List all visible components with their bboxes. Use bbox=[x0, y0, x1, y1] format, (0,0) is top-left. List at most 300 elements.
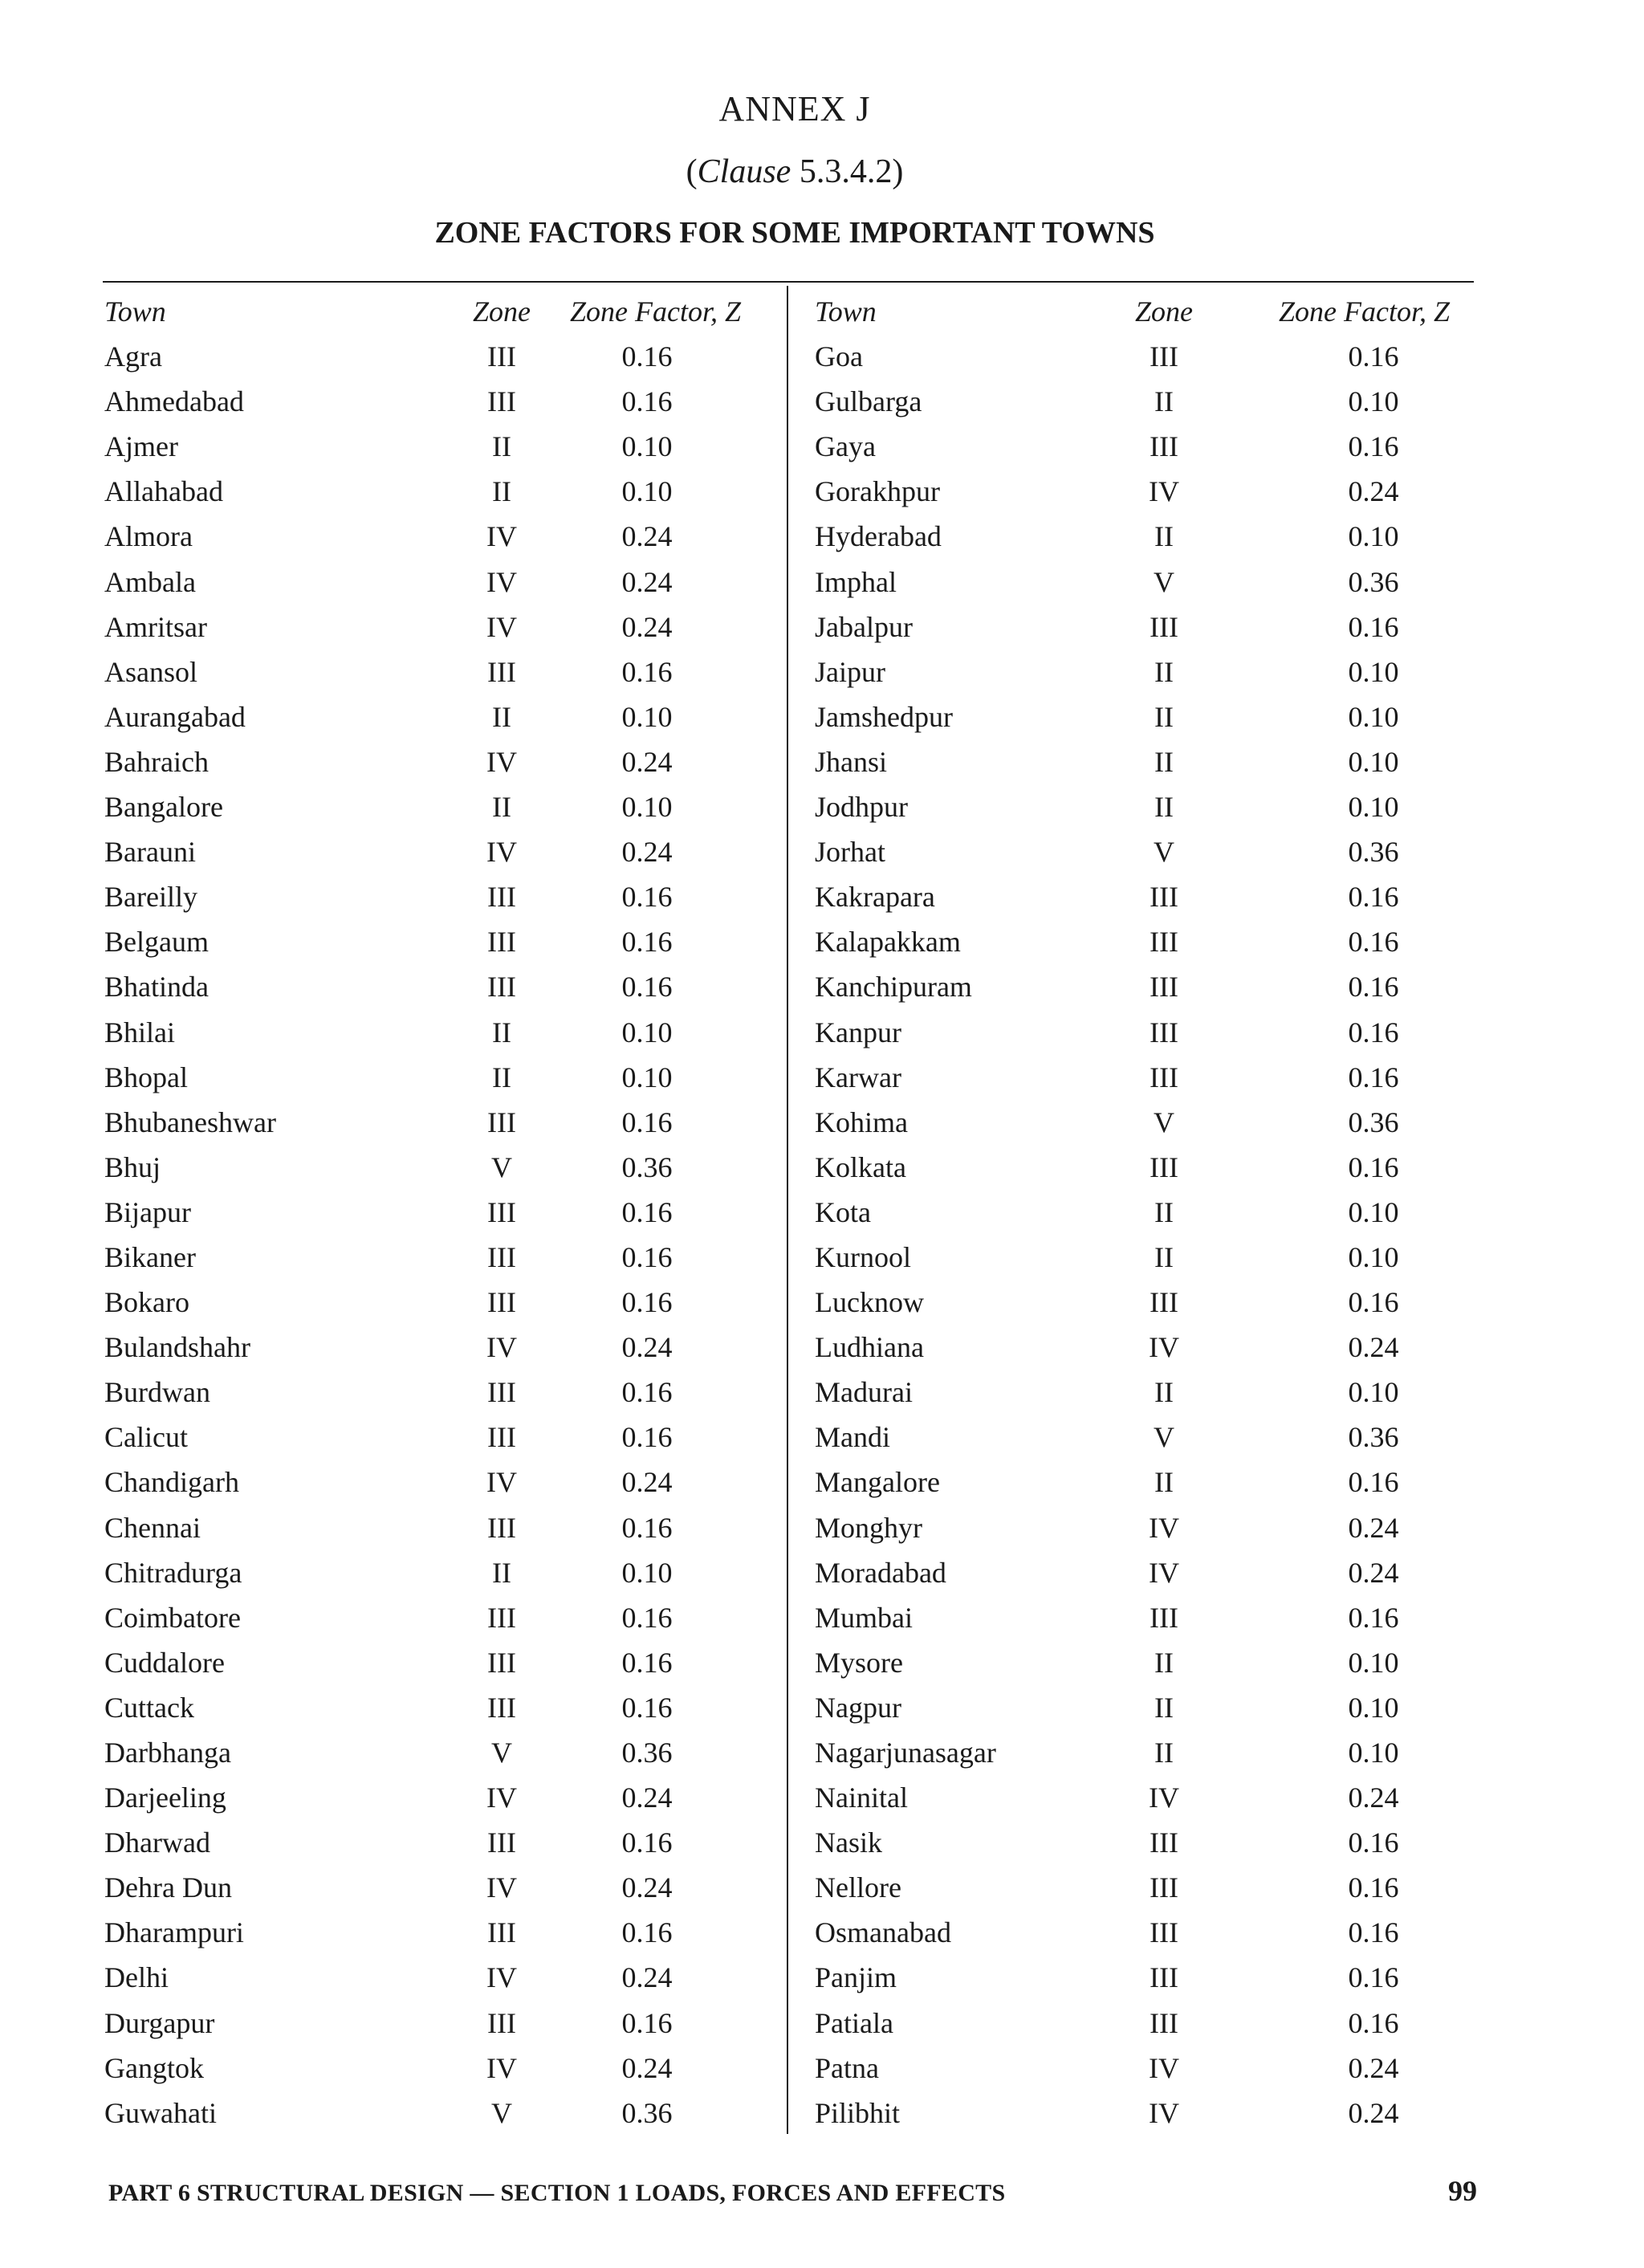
table-row bbox=[815, 1640, 1481, 1685]
table-row bbox=[104, 829, 787, 874]
zone-cell: V bbox=[491, 2096, 512, 2129]
town-cell: Kohima bbox=[815, 1105, 908, 1138]
town-cell: Calicut bbox=[104, 1421, 188, 1454]
zone-cell: III bbox=[487, 1195, 516, 1228]
table-row bbox=[104, 1910, 787, 1955]
table-row bbox=[104, 694, 787, 739]
zone-cell: II bbox=[492, 1556, 511, 1589]
table-row bbox=[815, 1595, 1481, 1640]
table-row bbox=[815, 1730, 1481, 1775]
table-row bbox=[815, 1910, 1481, 1955]
zone-factor-cell: 0.16 bbox=[1348, 1286, 1399, 1319]
town-cell: Bokaro bbox=[104, 1286, 189, 1319]
zone-factor-cell: 0.10 bbox=[1348, 1691, 1399, 1724]
table-header-row bbox=[104, 289, 787, 334]
town-cell: Mangalore bbox=[815, 1466, 940, 1499]
town-cell: Bhuj bbox=[104, 1150, 161, 1183]
table-row bbox=[815, 1100, 1481, 1145]
zone-cell: III bbox=[487, 1376, 516, 1409]
zone-cell: III bbox=[487, 2006, 516, 2039]
zone-factor-cell: 0.16 bbox=[621, 1376, 673, 1409]
zone-factor-cell: 0.24 bbox=[621, 2051, 673, 2084]
zone-cell: II bbox=[1154, 1195, 1174, 1228]
table-row bbox=[815, 1820, 1481, 1865]
zone-cell: II bbox=[1154, 1691, 1174, 1724]
town-cell: Delhi bbox=[104, 1961, 169, 1994]
zone-factor-cell: 0.24 bbox=[621, 610, 673, 643]
town-cell: Bareilly bbox=[104, 881, 197, 914]
zone-cell: III bbox=[1150, 1150, 1178, 1183]
zone-factor-cell: 0.16 bbox=[621, 1105, 673, 1138]
town-cell: Nagarjunasagar bbox=[815, 1737, 996, 1769]
town-cell: Dharampuri bbox=[104, 1916, 244, 1949]
town-cell: Bahraich bbox=[104, 745, 209, 778]
town-cell: Moradabad bbox=[815, 1556, 946, 1589]
town-cell: Aurangabad bbox=[104, 700, 246, 733]
table-row bbox=[104, 784, 787, 829]
town-cell: Chennai bbox=[104, 1511, 201, 1544]
zone-factor-cell: 0.16 bbox=[621, 655, 673, 688]
zone-factor-cell: 0.24 bbox=[1348, 2051, 1399, 2084]
zone-cell: IV bbox=[1149, 2051, 1179, 2084]
table-row bbox=[815, 1145, 1481, 1190]
zone-factor-cell: 0.10 bbox=[621, 475, 673, 508]
clause-label: Clause bbox=[697, 153, 791, 190]
table-row bbox=[104, 1865, 787, 1910]
table-row bbox=[104, 1595, 787, 1640]
zone-factor-cell: 0.24 bbox=[621, 745, 673, 778]
town-cell: Jabalpur bbox=[815, 610, 913, 643]
town-cell: Chandigarh bbox=[104, 1466, 239, 1499]
zone-factor-cell: 0.24 bbox=[621, 836, 673, 869]
table-row bbox=[815, 739, 1481, 784]
zone-cell: III bbox=[1150, 971, 1178, 1004]
table-row bbox=[104, 1505, 787, 1550]
zone-cell: II bbox=[492, 430, 511, 463]
town-cell: Kanpur bbox=[815, 1016, 901, 1048]
zone-factor-cell: 0.16 bbox=[1348, 340, 1399, 373]
zone-cell: II bbox=[1154, 1376, 1174, 1409]
town-cell: Darjeeling bbox=[104, 1781, 226, 1814]
zone-cell: IV bbox=[486, 1331, 517, 1364]
right-table-column bbox=[815, 289, 1481, 2136]
zone-cell: III bbox=[1150, 340, 1178, 373]
zone-factor-cell: 0.24 bbox=[621, 565, 673, 598]
table-row bbox=[104, 605, 787, 649]
zone-cell: III bbox=[487, 1916, 516, 1949]
zone-cell: IV bbox=[1149, 475, 1179, 508]
table-row bbox=[104, 1145, 787, 1190]
town-cell: Kalapakkam bbox=[815, 926, 961, 959]
zone-cell: III bbox=[487, 1240, 516, 1273]
zone-factor-cell: 0.16 bbox=[621, 385, 673, 418]
table-row bbox=[815, 1325, 1481, 1370]
town-cell: Cuttack bbox=[104, 1691, 194, 1724]
zone-factor-cell: 0.16 bbox=[621, 1916, 673, 1949]
zone-factor-cell: 0.36 bbox=[1348, 1421, 1399, 1454]
zone-factor-cell: 0.16 bbox=[621, 971, 673, 1004]
zone-cell: III bbox=[487, 340, 516, 373]
zone-factor-cell: 0.16 bbox=[1348, 971, 1399, 1004]
zone-cell: II bbox=[1154, 1737, 1174, 1769]
town-cell: Goa bbox=[815, 340, 863, 373]
zone-factor-cell: 0.10 bbox=[621, 1061, 673, 1093]
zone-factor-cell: 0.24 bbox=[1348, 2096, 1399, 2129]
town-cell: Mysore bbox=[815, 1646, 903, 1679]
town-cell: Gaya bbox=[815, 430, 876, 463]
zone-factor-cell: 0.10 bbox=[1348, 1240, 1399, 1273]
zone-cell: IV bbox=[486, 745, 517, 778]
table-row bbox=[104, 649, 787, 694]
town-cell: Jaipur bbox=[815, 655, 885, 688]
zone-factor-cell: 0.16 bbox=[1348, 881, 1399, 914]
zone-factor-cell: 0.36 bbox=[621, 1150, 673, 1183]
zone-factor-cell: 0.24 bbox=[621, 1871, 673, 1904]
zone-cell: II bbox=[1154, 1646, 1174, 1679]
table-row bbox=[104, 1280, 787, 1325]
zone-cell: V bbox=[1154, 836, 1174, 869]
table-row bbox=[104, 424, 787, 469]
town-cell: Mumbai bbox=[815, 1601, 913, 1634]
zone-cell: III bbox=[1150, 1961, 1178, 1994]
zone-factor-cell: 0.24 bbox=[621, 1331, 673, 1364]
table-row bbox=[104, 739, 787, 784]
zone-factor-cell: 0.16 bbox=[1348, 2006, 1399, 2039]
town-cell: Mandi bbox=[815, 1421, 890, 1454]
table-row bbox=[815, 605, 1481, 649]
town-cell: Pilibhit bbox=[815, 2096, 901, 2129]
zone-cell: IV bbox=[1149, 2096, 1179, 2129]
town-cell: Osmanabad bbox=[815, 1916, 951, 1949]
table-row bbox=[815, 514, 1481, 559]
zone-cell: III bbox=[487, 1691, 516, 1724]
zone-cell: III bbox=[1150, 2006, 1178, 2039]
zone-cell: II bbox=[1154, 700, 1174, 733]
zone-cell: V bbox=[1154, 1105, 1174, 1138]
town-cell: Dehra Dun bbox=[104, 1871, 232, 1904]
zone-cell: II bbox=[492, 700, 511, 733]
town-cell: Guwahati bbox=[104, 2096, 217, 2129]
town-cell: Ludhiana bbox=[815, 1331, 924, 1364]
town-cell: Jhansi bbox=[815, 745, 887, 778]
zone-cell: IV bbox=[1149, 1331, 1179, 1364]
town-cell: Bikaner bbox=[104, 1240, 196, 1273]
table-row bbox=[815, 1415, 1481, 1460]
table-row bbox=[104, 469, 787, 514]
zone-factor-cell: 0.16 bbox=[1348, 1061, 1399, 1093]
table-row bbox=[815, 1370, 1481, 1415]
zone-cell: II bbox=[1154, 791, 1174, 824]
zone-cell: II bbox=[492, 1061, 511, 1093]
zone-factor-cell: 0.10 bbox=[1348, 791, 1399, 824]
table-row bbox=[815, 784, 1481, 829]
zone-factor-cell: 0.24 bbox=[1348, 1556, 1399, 1589]
zone-cell: II bbox=[1154, 385, 1174, 418]
table-row bbox=[104, 1685, 787, 1730]
zone-cell: IV bbox=[1149, 1556, 1179, 1589]
zone-factor-cell: 0.16 bbox=[1348, 1150, 1399, 1183]
header-town: Town bbox=[104, 295, 166, 328]
town-cell: Burdwan bbox=[104, 1376, 210, 1409]
town-cell: Panjim bbox=[815, 1961, 897, 1994]
zone-cell: II bbox=[492, 791, 511, 824]
zone-factor-cell: 0.16 bbox=[1348, 430, 1399, 463]
town-cell: Karwar bbox=[815, 1061, 901, 1093]
table-row bbox=[104, 560, 787, 605]
zone-factor-cell: 0.16 bbox=[1348, 1601, 1399, 1634]
zone-factor-cell: 0.16 bbox=[1348, 926, 1399, 959]
table-row bbox=[815, 469, 1481, 514]
table-row bbox=[815, 874, 1481, 919]
town-cell: Ajmer bbox=[104, 430, 178, 463]
table-row bbox=[815, 1460, 1481, 1505]
town-cell: Asansol bbox=[104, 655, 197, 688]
town-cell: Bijapur bbox=[104, 1195, 191, 1228]
table-row bbox=[104, 1775, 787, 1820]
zone-cell: II bbox=[1154, 745, 1174, 778]
table-row bbox=[104, 964, 787, 1009]
zone-factor-cell: 0.16 bbox=[621, 1240, 673, 1273]
town-cell: Chitradurga bbox=[104, 1556, 242, 1589]
zone-factor-cell: 0.16 bbox=[1348, 1826, 1399, 1859]
table-row bbox=[104, 1955, 787, 2000]
table-row bbox=[104, 874, 787, 919]
table-header-row bbox=[815, 289, 1481, 334]
zone-cell: III bbox=[487, 385, 516, 418]
town-cell: Cuddalore bbox=[104, 1646, 225, 1679]
town-cell: Gorakhpur bbox=[815, 475, 940, 508]
zone-factor-cell: 0.36 bbox=[621, 1737, 673, 1769]
town-cell: Ahmedabad bbox=[104, 385, 244, 418]
town-cell: Kolkata bbox=[815, 1150, 906, 1183]
table-top-rule bbox=[103, 281, 1474, 283]
zone-factor-cell: 0.10 bbox=[621, 700, 673, 733]
zone-factor-cell: 0.10 bbox=[1348, 385, 1399, 418]
zone-cell: III bbox=[1150, 610, 1178, 643]
town-cell: Nasik bbox=[815, 1826, 882, 1859]
page-number: 99 bbox=[1448, 2175, 1477, 2207]
zone-factor-cell: 0.16 bbox=[1348, 1916, 1399, 1949]
zone-factor-cell: 0.16 bbox=[621, 881, 673, 914]
zone-factor-cell: 0.16 bbox=[621, 1691, 673, 1724]
table-row bbox=[815, 919, 1481, 964]
table-row bbox=[104, 1415, 787, 1460]
zone-cell: III bbox=[1150, 430, 1178, 463]
town-cell: Dharwad bbox=[104, 1826, 210, 1859]
table-row bbox=[815, 1055, 1481, 1100]
annex-title: ANNEX J bbox=[718, 89, 871, 128]
zone-factor-cell: 0.16 bbox=[621, 1286, 673, 1319]
zone-cell: III bbox=[1150, 926, 1178, 959]
town-cell: Kakrapara bbox=[815, 881, 935, 914]
town-cell: Hyderabad bbox=[815, 520, 942, 553]
zone-cell: III bbox=[1150, 1286, 1178, 1319]
zone-cell: III bbox=[1150, 1871, 1178, 1904]
table-row bbox=[815, 1280, 1481, 1325]
table-row bbox=[815, 379, 1481, 424]
town-cell: Patna bbox=[815, 2051, 879, 2084]
zone-factor-cell: 0.16 bbox=[621, 340, 673, 373]
zone-cell: III bbox=[487, 1105, 516, 1138]
zone-factor-cell: 0.10 bbox=[1348, 700, 1399, 733]
zone-factor-cell: 0.10 bbox=[621, 1556, 673, 1589]
table-row bbox=[815, 1235, 1481, 1280]
zone-cell: V bbox=[1154, 1421, 1174, 1454]
zone-factor-cell: 0.10 bbox=[1348, 655, 1399, 688]
table-row bbox=[104, 1235, 787, 1280]
table-row bbox=[104, 334, 787, 379]
town-cell: Lucknow bbox=[815, 1286, 924, 1319]
table-row bbox=[104, 1010, 787, 1055]
table-row bbox=[815, 1955, 1481, 2000]
zone-factor-cell: 0.24 bbox=[621, 520, 673, 553]
zone-factor-cell: 0.10 bbox=[1348, 1376, 1399, 1409]
table-row bbox=[815, 964, 1481, 1009]
zone-cell: II bbox=[1154, 655, 1174, 688]
town-cell: Kurnool bbox=[815, 1240, 911, 1273]
table-row bbox=[104, 919, 787, 964]
zone-cell: IV bbox=[486, 1466, 517, 1499]
zone-cell: III bbox=[487, 1601, 516, 1634]
town-cell: Coimbatore bbox=[104, 1601, 241, 1634]
zone-factor-cell: 0.16 bbox=[1348, 1016, 1399, 1048]
town-cell: Gulbarga bbox=[815, 385, 922, 418]
zone-factor-cell: 0.16 bbox=[621, 1195, 673, 1228]
zone-cell: II bbox=[492, 1016, 511, 1048]
zone-cell: II bbox=[1154, 1240, 1174, 1273]
zone-factor-cell: 0.10 bbox=[1348, 1737, 1399, 1769]
zone-factor-cell: 0.36 bbox=[1348, 1105, 1399, 1138]
zone-cell: II bbox=[1154, 520, 1174, 553]
table-row bbox=[815, 649, 1481, 694]
zone-factor-cell: 0.24 bbox=[621, 1961, 673, 1994]
town-cell: Patiala bbox=[815, 2006, 893, 2039]
table-row bbox=[815, 1010, 1481, 1055]
town-cell: Agra bbox=[104, 340, 162, 373]
town-cell: Madurai bbox=[815, 1376, 913, 1409]
town-cell: Belgaum bbox=[104, 926, 209, 959]
zone-cell: III bbox=[487, 655, 516, 688]
table-row bbox=[815, 424, 1481, 469]
right-table-body bbox=[815, 334, 1481, 2136]
zone-cell: IV bbox=[486, 520, 517, 553]
zone-cell: III bbox=[1150, 1061, 1178, 1093]
table-row bbox=[815, 1685, 1481, 1730]
table-row bbox=[104, 1550, 787, 1595]
zone-factor-cell: 0.16 bbox=[621, 1601, 673, 1634]
table-row bbox=[815, 694, 1481, 739]
town-cell: Bhatinda bbox=[104, 971, 209, 1004]
zone-factor-cell: 0.16 bbox=[621, 926, 673, 959]
table-row bbox=[815, 334, 1481, 379]
town-cell: Gangtok bbox=[104, 2051, 204, 2084]
table-row bbox=[815, 1775, 1481, 1820]
town-cell: Nellore bbox=[815, 1871, 901, 1904]
zone-cell: IV bbox=[1149, 1511, 1179, 1544]
table-row bbox=[815, 1190, 1481, 1235]
town-cell: Kota bbox=[815, 1195, 871, 1228]
table-row bbox=[815, 829, 1481, 874]
zone-cell: III bbox=[1150, 1916, 1178, 1949]
zone-cell: IV bbox=[486, 1961, 517, 1994]
table-column-divider bbox=[787, 286, 788, 2134]
town-cell: Barauni bbox=[104, 836, 196, 869]
zone-factor-cell: 0.16 bbox=[621, 1511, 673, 1544]
town-cell: Monghyr bbox=[815, 1511, 922, 1544]
table-row bbox=[104, 1100, 787, 1145]
table-title: ZONE FACTORS FOR SOME IMPORTANT TOWNS bbox=[434, 216, 1155, 250]
table-row bbox=[104, 1640, 787, 1685]
zone-cell: III bbox=[1150, 881, 1178, 914]
zone-cell: III bbox=[487, 1286, 516, 1319]
header-zone-factor: Zone Factor, Z bbox=[1279, 295, 1451, 328]
zone-cell: III bbox=[487, 926, 516, 959]
town-cell: Nainital bbox=[815, 1781, 908, 1814]
zone-cell: II bbox=[492, 475, 511, 508]
zone-factor-cell: 0.36 bbox=[621, 2096, 673, 2129]
table-row bbox=[815, 2046, 1481, 2091]
zone-factor-cell: 0.16 bbox=[621, 1421, 673, 1454]
zone-cell: V bbox=[1154, 565, 1174, 598]
left-table-body bbox=[104, 334, 787, 2136]
zone-cell: IV bbox=[486, 610, 517, 643]
zone-cell: IV bbox=[486, 1781, 517, 1814]
zone-cell: IV bbox=[486, 565, 517, 598]
town-cell: Jamshedpur bbox=[815, 700, 953, 733]
zone-factor-cell: 0.16 bbox=[1348, 610, 1399, 643]
table-row bbox=[104, 2091, 787, 2136]
zone-factor-cell: 0.16 bbox=[621, 2006, 673, 2039]
table-row bbox=[104, 1370, 787, 1415]
zone-factor-cell: 0.24 bbox=[1348, 1511, 1399, 1544]
table-row bbox=[104, 2046, 787, 2091]
header-town: Town bbox=[815, 295, 877, 328]
zone-factor-cell: 0.10 bbox=[1348, 1195, 1399, 1228]
clause-number: 5.3.4.2 bbox=[799, 153, 893, 190]
town-cell: Durgapur bbox=[104, 2006, 215, 2039]
clause-reference: (Clause 5.3.4.2) bbox=[686, 153, 904, 190]
zone-cell: V bbox=[491, 1737, 512, 1769]
zone-cell: III bbox=[487, 1421, 516, 1454]
zone-factor-cell: 0.24 bbox=[1348, 1781, 1399, 1814]
table-row bbox=[104, 1730, 787, 1775]
town-cell: Imphal bbox=[815, 565, 897, 598]
zone-factor-cell: 0.10 bbox=[621, 1016, 673, 1048]
zone-cell: III bbox=[487, 1646, 516, 1679]
zone-cell: III bbox=[1150, 1826, 1178, 1859]
table-row bbox=[104, 379, 787, 424]
header-zone-factor: Zone Factor, Z bbox=[570, 295, 742, 328]
zone-factor-cell: 0.10 bbox=[1348, 745, 1399, 778]
zone-factor-cell: 0.16 bbox=[1348, 1466, 1399, 1499]
town-cell: Bhubaneshwar bbox=[104, 1105, 276, 1138]
zone-factor-cell: 0.24 bbox=[621, 1781, 673, 1814]
zone-factor-cell: 0.36 bbox=[1348, 836, 1399, 869]
table-row bbox=[815, 2001, 1481, 2046]
zone-cell: III bbox=[1150, 1016, 1178, 1048]
town-cell: Bangalore bbox=[104, 791, 223, 824]
zone-factor-cell: 0.16 bbox=[621, 1646, 673, 1679]
zone-cell: III bbox=[487, 971, 516, 1004]
town-cell: Jorhat bbox=[815, 836, 885, 869]
zone-factor-cell: 0.36 bbox=[1348, 565, 1399, 598]
table-row bbox=[104, 1820, 787, 1865]
table-row bbox=[104, 1055, 787, 1100]
town-cell: Bulandshahr bbox=[104, 1331, 250, 1364]
zone-cell: IV bbox=[1149, 1781, 1179, 1814]
town-cell: Bhilai bbox=[104, 1016, 175, 1048]
table-row bbox=[815, 2091, 1481, 2136]
